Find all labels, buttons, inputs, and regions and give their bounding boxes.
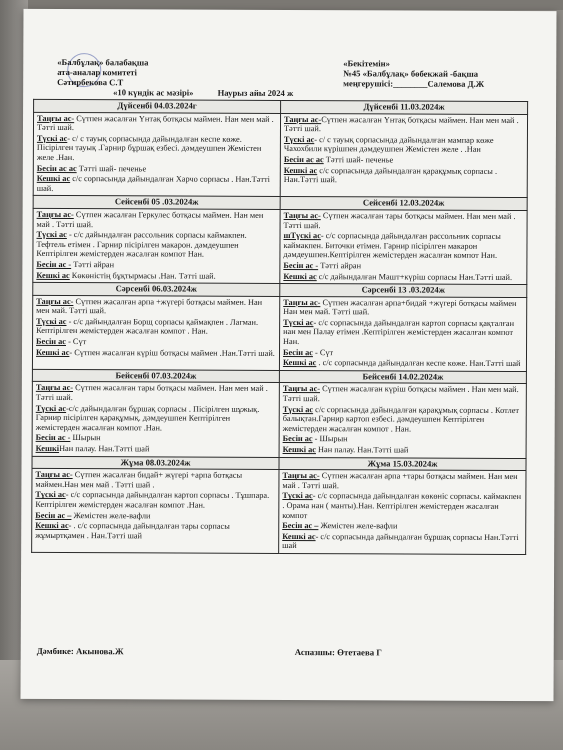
meal-description: с/с сорпасында дайындалған Харчо сорпасы . Нан.Тәтті шай. bbox=[36, 174, 270, 193]
meal-label: Бесін ас – bbox=[35, 510, 72, 520]
meal-description: Сүтпен жасалған арпа +тары ботқасы маймен. Нан мен май . Тәтті шай. bbox=[282, 471, 518, 491]
day-meals-cell bbox=[32, 382, 279, 457]
meal-entry bbox=[283, 384, 523, 404]
day-meals-cell bbox=[32, 295, 279, 370]
meal-description: - . с/с сорпасында дайындалған тары сорпасы жұмыртқамен . Нан.Тәтті шай bbox=[35, 521, 230, 541]
meal-entry bbox=[37, 113, 277, 133]
meal-entry bbox=[283, 445, 523, 456]
day-title: Сәрсенбі 13 .03.2024ж bbox=[280, 284, 527, 298]
meal-entry bbox=[35, 490, 275, 510]
footer-cook: Аспазшы: Өтетаева Г bbox=[294, 647, 382, 658]
meal-entry bbox=[37, 210, 277, 230]
meal-description: - с/с сорпасында дайындалған рассольник сорпасы каймакпен. Биточки етімен. Гарнир пісірілген макарон дәмдеушпен.Кептірілген жемістерден жасалған компот Нан. bbox=[283, 231, 501, 261]
meal-label: Бесін ас ас bbox=[36, 163, 77, 173]
day-meals-row bbox=[33, 208, 527, 284]
meal-description: - с/с сорпасында дайындалған картоп сорпасы қақталған нан мен Палау етімен .Кептірілген жемістерден жасалған компот Нан. bbox=[283, 317, 515, 347]
meal-entry bbox=[284, 211, 524, 231]
meal-description: Тәтті шай- печенье bbox=[76, 163, 147, 173]
meal-description: - с/ с тауық сорпасында дайындалған мампар көже Чахохбили күрішпен дәмдеушпен Жемістен желе . .Нан bbox=[283, 134, 494, 155]
day-title: Бейсенбі 07.03.2024ж bbox=[32, 369, 279, 383]
meal-description: Шырын bbox=[70, 433, 101, 443]
day-meals-row bbox=[32, 382, 526, 458]
meal-description: с/с сорпасында дайындалған қарақұмық сорпасы . Нан.Тәтті шай. bbox=[283, 165, 498, 185]
document-footer bbox=[36, 645, 537, 658]
meal-label: Кешкі ас bbox=[35, 521, 69, 531]
meal-description: - Сүт bbox=[65, 337, 87, 347]
meal-description: Сүтпен жасалған Үнтақ ботқасы маймен. Нан мен май . Тәтті шай. bbox=[283, 114, 519, 134]
meal-description: Нан палау. Нан.Тәтті шай bbox=[315, 445, 409, 455]
meal-entry bbox=[37, 163, 277, 174]
day-title: Жұма 08.03.2024ж bbox=[32, 456, 279, 470]
meal-label: Бесін ас ас bbox=[283, 154, 324, 165]
day-title: Сейсенбі 05 .03.2024ж bbox=[33, 196, 280, 210]
meal-description: Жемістен желе-вафли bbox=[318, 521, 398, 531]
day-meals-cell bbox=[279, 470, 526, 555]
meal-description: - Сүтпен жасалған күріш ботқасы маймен .Нан.Тәтті шай. bbox=[69, 347, 275, 358]
meal-description: - Сүт bbox=[312, 347, 334, 357]
meal-label: Бесін ас bbox=[282, 434, 313, 444]
meal-label: Бесін ас – bbox=[282, 521, 319, 531]
menu-table-body bbox=[32, 99, 528, 554]
meal-label: шТүскі ас bbox=[283, 231, 321, 241]
meal-entry bbox=[284, 155, 524, 166]
meal-entry bbox=[284, 166, 524, 186]
meal-label: Кешкі ас bbox=[35, 347, 70, 357]
meal-description: - Шырын bbox=[312, 434, 348, 444]
meal-label: Түскі ас bbox=[36, 230, 67, 240]
meal-entry bbox=[283, 358, 523, 369]
meal-description: Сүтпен жасалған күріш ботқасы маймен . Нан мен май. Тәтті шай. bbox=[282, 384, 519, 404]
meal-entry bbox=[282, 491, 522, 521]
day-meals-cell bbox=[280, 209, 527, 284]
meal-label: Бесін ас bbox=[282, 347, 313, 357]
meal-entry bbox=[36, 260, 276, 271]
menu-month-text: Наурыз айы 2024 ж bbox=[217, 87, 294, 99]
meal-description: Сүтпен жасалған арпа +жүгері ботқасы маймен. Нан мен май. Тәтті шай. bbox=[36, 296, 263, 316]
day-title: Дүйсенбі 04.03.2024г bbox=[34, 99, 281, 113]
meal-label: Түскі ас bbox=[36, 316, 67, 326]
meal-entry bbox=[36, 337, 276, 348]
meal-label: Кешкі bbox=[35, 443, 60, 453]
meal-description: . с/с сорпасында дайындалған кеспе көже. Нан.Тәтті шай bbox=[316, 358, 521, 369]
meal-entry bbox=[283, 348, 523, 359]
meal-label: Бесін ас - bbox=[283, 260, 319, 271]
meal-label: Таңғы ас- bbox=[36, 209, 74, 219]
meal-label: Бесін ас bbox=[36, 336, 67, 347]
meal-entry bbox=[283, 271, 523, 282]
meal-entry bbox=[283, 434, 523, 445]
meal-entry bbox=[284, 135, 524, 155]
menu-document bbox=[20, 9, 556, 701]
header-right-line: меңгерушісі:________Салемова Д.Ж bbox=[343, 78, 485, 90]
meal-entry bbox=[283, 231, 523, 261]
meal-label: Таңғы ас- bbox=[36, 296, 74, 306]
meal-label: Кешкі ас bbox=[282, 444, 316, 455]
meal-description: -с/с дайындалған бұршақ сорпасы . Пісірілген шұжық. Гарнир пісірілген қарақұмық. дәмдеушпен Кептірілген жемістерден жасалған компот .Нан. bbox=[35, 403, 260, 433]
meal-description: - с/с сорпасында дайындалған бұршақ сорпасы Нан.Тәтті шай bbox=[282, 531, 519, 551]
meal-label: Түскі ас bbox=[283, 134, 315, 144]
meal-description: Сүтпен жасалған Геркулес ботқасы маймен. Нан мен май . Тәтті шай. bbox=[36, 209, 264, 229]
meal-description: - с/с дайындалған рассольник сорпасы каймакпен. Тефтель етімен . Гарнир пісірілген макарон. дәмдеушпен Кептірілген жемістерден жасалған компот Нан. bbox=[36, 230, 247, 259]
meal-label: Таңғы ас- bbox=[282, 471, 320, 481]
meal-label: Таңғы ас- bbox=[282, 384, 321, 394]
meal-label: Бесін ас - bbox=[35, 433, 71, 443]
meal-entry bbox=[35, 470, 275, 490]
day-meals-cell bbox=[280, 113, 527, 198]
meal-entry bbox=[35, 521, 275, 541]
day-title: Сәрсенбі 06.03.2024ж bbox=[33, 282, 280, 296]
day-meals-cell bbox=[279, 296, 526, 371]
meal-label: Кешкі ас bbox=[36, 174, 71, 184]
header-right-line: «Бекітемін» bbox=[343, 58, 390, 69]
meal-description: с/с сорпасында дайындалған қарақұмық сорпасы . Котлет балықтан.Гарнир картоп езбесі. дәмдеушпен Кептірілген жемістерден жасалған компот . Нан. bbox=[282, 404, 520, 434]
meal-description: Сүтпен жасалған арпа+бидай +жүгері ботқасы маймен Нан мен май. Тәтті шай. bbox=[283, 297, 517, 317]
meal-label: Кешкі ас bbox=[36, 270, 70, 280]
meal-label: Таңғы ас- bbox=[35, 470, 73, 480]
meal-entry bbox=[35, 510, 275, 521]
meal-label: Таңғы ас- bbox=[283, 210, 321, 221]
meal-entry bbox=[37, 174, 277, 194]
meal-entry bbox=[37, 134, 277, 164]
meal-description: Сүтпен жасалған тары ботқасы маймен. Нан мен май . Тәтті шай. bbox=[35, 383, 268, 403]
menu-table bbox=[31, 99, 528, 555]
header-right-line: №45 «Балбұлақ» бөбекжай -бақша bbox=[343, 68, 479, 80]
meal-entry bbox=[283, 298, 523, 318]
footer-dietitian: Дәмбике: Акынова.Ж bbox=[36, 645, 124, 657]
day-meals-row bbox=[33, 112, 527, 198]
header-left-line: «Балбұлақ» балабақша bbox=[57, 56, 149, 68]
menu-title-text: «10 күндік ас мәзірі» bbox=[113, 87, 194, 98]
meal-entry bbox=[36, 383, 276, 403]
meal-entry bbox=[36, 348, 276, 359]
meal-label: Кешкі ас bbox=[283, 165, 318, 175]
day-title: Сейсенбі 12.03.2024ж bbox=[280, 197, 527, 211]
meal-entry bbox=[282, 532, 522, 552]
meal-description: Жемістен желе-вафли bbox=[71, 510, 151, 520]
meal-description: - с/с сорпасында дайындалған көкөніс сорпасы. каймакпен . Орама нан ( манты).Нан. Кептірілген жемістерден жасалған компот bbox=[282, 491, 522, 520]
meal-description: Сүтпен жасалған тары ботқасы маймен. Нан мен май . Тәтті шай. bbox=[283, 211, 516, 230]
day-meals-cell bbox=[279, 383, 526, 458]
meal-entry bbox=[36, 433, 276, 444]
day-meals-row bbox=[32, 469, 526, 555]
meal-entry bbox=[36, 297, 276, 317]
meal-description: - с/ с тауық сорпасында дайындалған кеспе көже. Пісірілген тауық .Гарнир бұршақ езбесі. дәмдеушпен Жемістен желе .Нан. bbox=[36, 133, 262, 163]
document-header bbox=[23, 9, 556, 99]
header-left-line: Сәтирбекова С.Т bbox=[57, 77, 124, 88]
header-right-block bbox=[343, 58, 553, 90]
day-title: Дүйсенбі 11.03.2024ж bbox=[281, 100, 528, 114]
meal-description: Сүтпен жасалған бидай+ жүгері +арпа ботқасы маймен.Нан мен май . Тәтті шай . bbox=[35, 470, 243, 490]
header-left-line: ата-аналар комитеті bbox=[57, 67, 137, 78]
meal-entry bbox=[36, 404, 276, 434]
meal-label: Бесін ас - bbox=[36, 259, 72, 269]
meal-label: Таңғы ас- bbox=[284, 114, 322, 124]
meal-label: Түскі ас bbox=[282, 404, 314, 414]
day-meals-row bbox=[32, 295, 526, 371]
day-meals-cell bbox=[32, 469, 279, 554]
meal-description: - с/с сорпасында дайындалған картоп сорпасы . Тұшпара. Кептірілген жемістерден жасалған компот .Нан. bbox=[35, 490, 270, 510]
meal-label: Түскі ас bbox=[36, 133, 68, 143]
meal-label: Кешкі ас bbox=[282, 358, 317, 368]
meal-description: с/с дайындалған Машт+күріш сорпасы Нан.Тәтті шай. bbox=[316, 271, 513, 282]
meal-description: Нан палау. Нан.Тәтті шай bbox=[59, 443, 150, 454]
meal-entry bbox=[282, 521, 522, 532]
meal-label: Таңғы ас- bbox=[35, 383, 74, 393]
meal-label: Түскі ас bbox=[35, 403, 67, 413]
meal-entry bbox=[283, 318, 523, 348]
day-title: Жұма 15.03.2024ж bbox=[279, 457, 526, 471]
meal-label: Кешкі ас bbox=[282, 531, 316, 541]
meal-label: Түскі ас bbox=[35, 490, 66, 500]
meal-entry bbox=[283, 405, 523, 435]
meal-entry bbox=[36, 444, 276, 455]
meal-description: Көкөністің бұқтырмасы .Нан. Тәтті шай. bbox=[69, 270, 216, 281]
meal-description: Сүтпен жасалған Үнтақ ботқасы маймен. Нан мен май . Тәтті шай. bbox=[36, 113, 274, 133]
meal-entry bbox=[36, 317, 276, 337]
meal-label: Кешкі ас bbox=[283, 271, 317, 281]
meal-description: Тәтті шай- печенье bbox=[323, 155, 394, 165]
day-meals-cell bbox=[33, 208, 280, 283]
meal-entry bbox=[284, 115, 524, 135]
header-left-block bbox=[57, 57, 257, 88]
meal-description: Тәтті айран bbox=[71, 259, 115, 270]
meal-label: Таңғы ас- bbox=[37, 113, 75, 123]
meal-label: Таңғы ас- bbox=[283, 297, 321, 307]
meal-label: Түскі ас bbox=[282, 491, 313, 501]
menu-title bbox=[113, 87, 443, 99]
meal-entry bbox=[36, 230, 276, 260]
day-meals-cell bbox=[33, 112, 280, 197]
meal-entry bbox=[283, 261, 523, 272]
meal-entry bbox=[36, 270, 276, 281]
meal-label: Түскі ас bbox=[283, 317, 314, 327]
meal-description: - с/с дайындалған Борщ сорпасы қаймақпен . Лагман. Кептірілген жемістерден жасалған компот . Нан. bbox=[36, 316, 259, 337]
meal-description: Тәтті айран bbox=[318, 261, 362, 271]
day-title: Бейсенбі 14.02.2024ж bbox=[279, 370, 526, 384]
meal-entry bbox=[282, 471, 522, 491]
